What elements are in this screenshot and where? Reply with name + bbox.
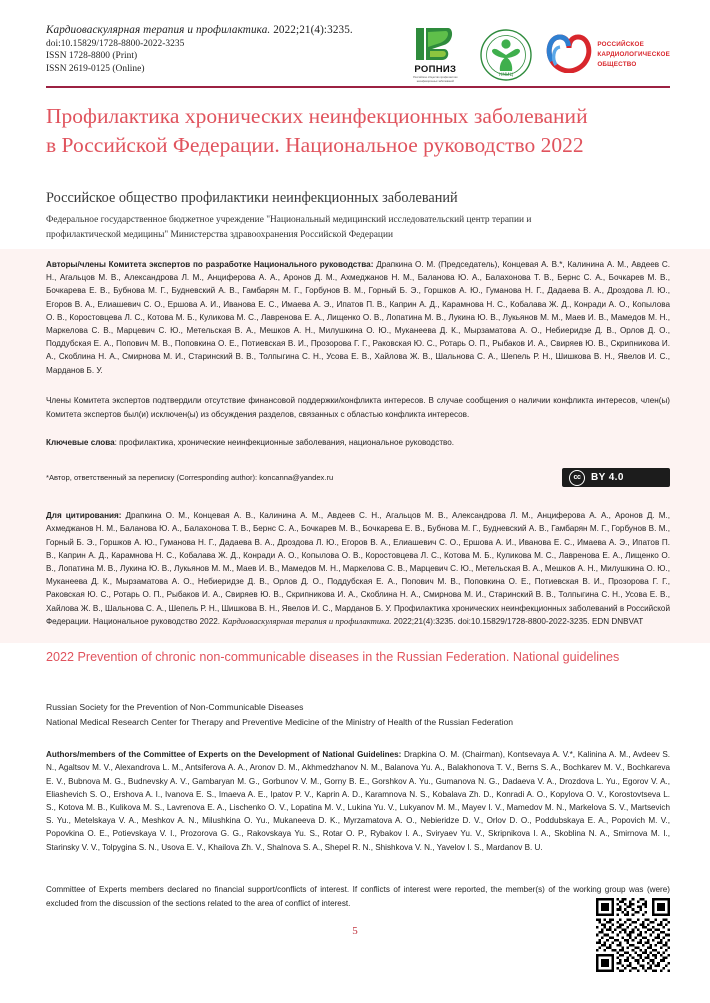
- ropniz-logo: [404, 26, 466, 84]
- journal-name: Кардиоваскулярная терапия и профилактика.: [46, 24, 271, 36]
- keywords-ru-text: : профилактика, хронические неинфекционные заболевания, национальное руководство.: [114, 437, 455, 447]
- svg-text:НМИЦ: НМИЦ: [499, 72, 514, 78]
- authors-ru-label: Авторы/члены Комитета экспертов по разработке Национального руководства:: [46, 260, 374, 269]
- header-divider: [46, 86, 670, 88]
- citation-ru-tail: 2022;21(4):3235. doi:10.15829/1728-8800-2022-3235. EDN DNBVAT: [391, 616, 644, 626]
- authors-ru-list: Драпкина О. М. (Председатель), Концевая А. В.*, Калинина А. М., Авдеев С. Н., Агальцов М. В., Александрова Л. М., Анциферова А. А., Аронов Д. М., Ахмеджанов Н. М., Баланова Ю. А., Балахонова Т. В., Бернс С. А., Бочкарев М. В., Бочкарева Е. В., Бубнова М. Г., Будневский А. В., Гамбарян М. Г., Горбунов В. М., Горный Б. Э., Горшков А. Ю., Гуманова Н. Г., Дадаева В. А., Дроздова Л. Ю., Егоров В. А., Елиашевич С. О., Ершова А. И., Иванова Е. С., Имаева А. Э., Ипатов П. В., Каприн А. Д., Карамнова Н. С., Кобалава Ж. Д., Конради А. О., Копылова О. В., Коростовцева Л. С., Котова М. Б., Куликова М. С., Лавренова Е. А., Лищенко О. В., Лопатина М. В., Лукина Ю. В., Лукьянов М. М., Маев И. В., Мамедов М. Н., Маркелова С. В., Марцевич С. Ю., Метельская В. А., Мешков А. Н., Милушкина О. Ю., Муканеева Д. К., Мырзаматова А. О., Небиеридзе Д. В., Орлов Д. О., Поддубская Е. А., Попович М. В., Поповкина О. Е., Потиевская В. И., Прозорова Г. Г., Раковская Ю. С., Ротарь О. П., Рыбаков И. А., Свиряев Ю. В., Скрипникова И. А., Скоблина Н. А., Смирнова М. И., Старинский В. В., Толпыгина С. Н., Усова Е. В., Хайлова Ж. В., Шальнова С. А., Шепель Р. Н., Шишкова В. Н., Явелов И. С., Марданов Б. У.: [46, 260, 670, 375]
- leaf-icon: [414, 26, 456, 62]
- affiliation-text: Федеральное государственное бюджетное учреждение "Национальный медицинский исследовательский центр терапии и профилактической медицины" Министерства здравоохранения Российской Федерации: [46, 215, 532, 241]
- authors-panel-content: [46, 258, 670, 629]
- keywords-ru-label: Ключевые слова: [46, 437, 115, 447]
- creative-commons-icon: cc: [569, 470, 585, 486]
- citation-ru-journal: Кардиоваскулярная терапия и профилактика.: [222, 615, 392, 626]
- title-block: [46, 102, 590, 160]
- authors-en-list: Drapkina O. M. (Chairman), Kontsevaya A. V.*, Kalinina A. M., Avdeev S. N., Agaltsov M. V., Alexandrova L. M., Antsiferova A. A., Aronov D. M., Akhmedzhanov N. M., Balanova Yu. A., Balakhonova T. V., Berns S. A., Bochkarev M. V., Bochkareva E. V., Bubnova M. G., Budnevsky A. V., Gambaryan M. G., Gorbunov V. M., Gorny B. E., Gorshkov A. Yu., Gumanova N. G., Dadaeva V. A., Drozdova L. Yu., Egorov V. A., Eliashevich S. O., Ershova A. I., Ivanova E. S., Imaeva A. E., Ipatov P. V., Kaprin A. D., Karamnova N. S., Kobalava Zh. D., Konradi A. O., Kopylova O. V., Korostovtseva L. S., Kotova M. B., Kulikova M. S., Lavrenova E. A., Lischenko O. V., Lopatina M. V., Lukina Yu. V., Lukyanov M. M., Mayev I. V., Mamedov M. N., Markelova S. V., Martsevich S. Yu., Metelskaya V. A., Meshkov A. N., Milushkina O. Yu., Mukaneeva D. K., Myrzamatova A. O., Nebieridze D. V., Orlov D. O., Poddubskaya E. A., Popovich M. V., Popovkina O. E., Potievskaya V. I., Prozorova G. G., Rakovskaya Yu. S., Rotar O. P., Rybakov I. A., Sviryaev Yu. V., Skripnikova I. A., Skoblina N. A., Smirnova M. I., Starinsky V. V., Tolpygina S. N., Usova E. V., Khailova Zh. V., Shalnova S. A., Shepel R. N., Shishkova V. N., Yavelov I. S., Mardanov B. U.: [46, 750, 670, 852]
- ropniz-subtitle: Российское общество профилактики неинфекционных заболеваний: [413, 76, 458, 83]
- heart-icon: [546, 31, 592, 78]
- issn-print-line: ISSN 1728-8800 (Print): [46, 51, 138, 61]
- ropniz-wordmark: РОПНИЗ: [414, 64, 457, 75]
- nmic-logo: [480, 29, 532, 81]
- doi-line: doi:10.15829/1728-8800-2022-3235: [46, 38, 185, 49]
- authors-ru-paragraph: [46, 258, 670, 377]
- society-name: Российское общество профилактики неинфекционных заболеваний: [46, 190, 458, 206]
- conflict-of-interest-ru: Члены Комитета экспертов подтвердили отсутствие финансовой поддержки/конфликта интересов. В случае сообщения о наличии конфликта интересов, член(ы) Комитета экспертов был(и) исключен(ы) из обсуждения разделов, связанных с областью конфликта интересов.: [46, 395, 670, 419]
- rko-logo: [546, 31, 670, 78]
- authors-en-paragraph: [46, 748, 670, 854]
- masthead: [46, 24, 386, 74]
- journal-reference: [46, 24, 386, 36]
- cc-license-badge[interactable]: [562, 468, 670, 487]
- cc-license-label: BY 4.0: [591, 472, 624, 483]
- rko-line-3: ОБЩЕСТВО: [597, 60, 637, 68]
- english-org-line-2: National Medical Research Center for Therapy and Preventive Medicine of the Ministry of Health of the Russian Federation: [46, 717, 514, 728]
- citation-ru-authors: Драпкина О. М., Концевая А. В., Калинина А. М., Авдеев С. Н., Агальцов М. В., Александрова Л. М., Анциферова А. А., Аронов Д. М., Ахмеджанов Н. М., Баланова Ю. А., Балахонова Т. В., Бернс С. А., Бочкарев М. В., Бочкарева Е. В., Бубнова М. Г., Будневский А. В., Гамбарян М. Г., Горбунов В. М., Горный Б. Э., Горшков А. Ю., Гуманова Н. Г., Дадаева В. А., Дроздова Л. Ю., Егоров В. А., Елиашевич С. О., Ершова А. И., Иванова Е. С., Имаева А. Э., Ипатов П. В., Каприн А. Д., Карамнова Н. С., Кобалава Ж. Д., Конради А. О., Копылова О. В., Коростовцева Л. С., Котова М. Б., Куликова М. С., Лавренова Е. А., Лищенко О. В., Лопатина М. В., Лукина Ю. В., Лукьянов М. М., Маев И. В., Мамедов М. Н., Маркелова С. В., Марцевич С. Ю., Метельская В. А., Мешков А. Н., Милушкина О. Ю., Муканеева Д. К., Мырзаматова А. О., Небиеридзе Д. В., Орлов Д. О., Поддубская Е. А., Попович М. В., Поповкина О. Е., Потиевская В. И., Прозорова Г. Г., Раковская Ю. С., Ротарь О. П., Рыбаков И. А., Свиряев Ю. В., Скрипникова И. А., Скоблина Н. А., Смирнова М. И., Старинский В. В., Толпыгина С. Н., Усова Е. В., Хайлова Ж. В., Шальнова С. А., Шепель Р. Н., Шишкова В. Н., Явелов И. С., Марданов Б. У. Профилактика хронических неинфекционных заболеваний в Российской Федерации. Национальное руководство 2022.: [46, 511, 670, 626]
- english-organizations: [46, 700, 670, 730]
- citation-ru: [46, 509, 670, 629]
- corresponding-author[interactable]: *Автор, ответственный за переписку (Corresponding author): koncanna@yandex.ru: [46, 473, 334, 483]
- rko-wordmark: [597, 40, 670, 69]
- keywords-ru: [46, 436, 670, 449]
- qr-code[interactable]: [596, 898, 670, 972]
- page-title: Профилактика хронических неинфекционных заболеваний в Российской Федерации. Национальное руководство 2022: [46, 104, 588, 157]
- issn-online-line: ISSN 2619-0125 (Online): [46, 63, 145, 74]
- conflict-of-interest-en: Committee of Experts members declared no financial support/conflicts of interest. If conflicts of interest were reported, the member(s) of the working group was (were) excluded from the discussion of the sections related to the area of conflict of interest.: [46, 885, 670, 909]
- logo-group: [404, 26, 670, 84]
- rko-line-1: РОССИЙСКОЕ: [597, 41, 644, 49]
- rko-line-2: КАРДИОЛОГИЧЕСКОЕ: [597, 51, 670, 59]
- english-title: 2022 Prevention of chronic non-communicable diseases in the Russian Federation. National guidelines: [46, 650, 620, 664]
- citation-ru-label: Для цитирования:: [46, 511, 122, 521]
- page-number: 5: [352, 925, 358, 937]
- authors-en-label: Authors/members of the Committee of Experts on the Development of National Guidelines:: [46, 750, 402, 760]
- english-org-line-1: Russian Society for the Prevention of Non-Communicable Diseases: [46, 702, 304, 712]
- journal-issue: 2022;21(4):3235.: [270, 24, 353, 36]
